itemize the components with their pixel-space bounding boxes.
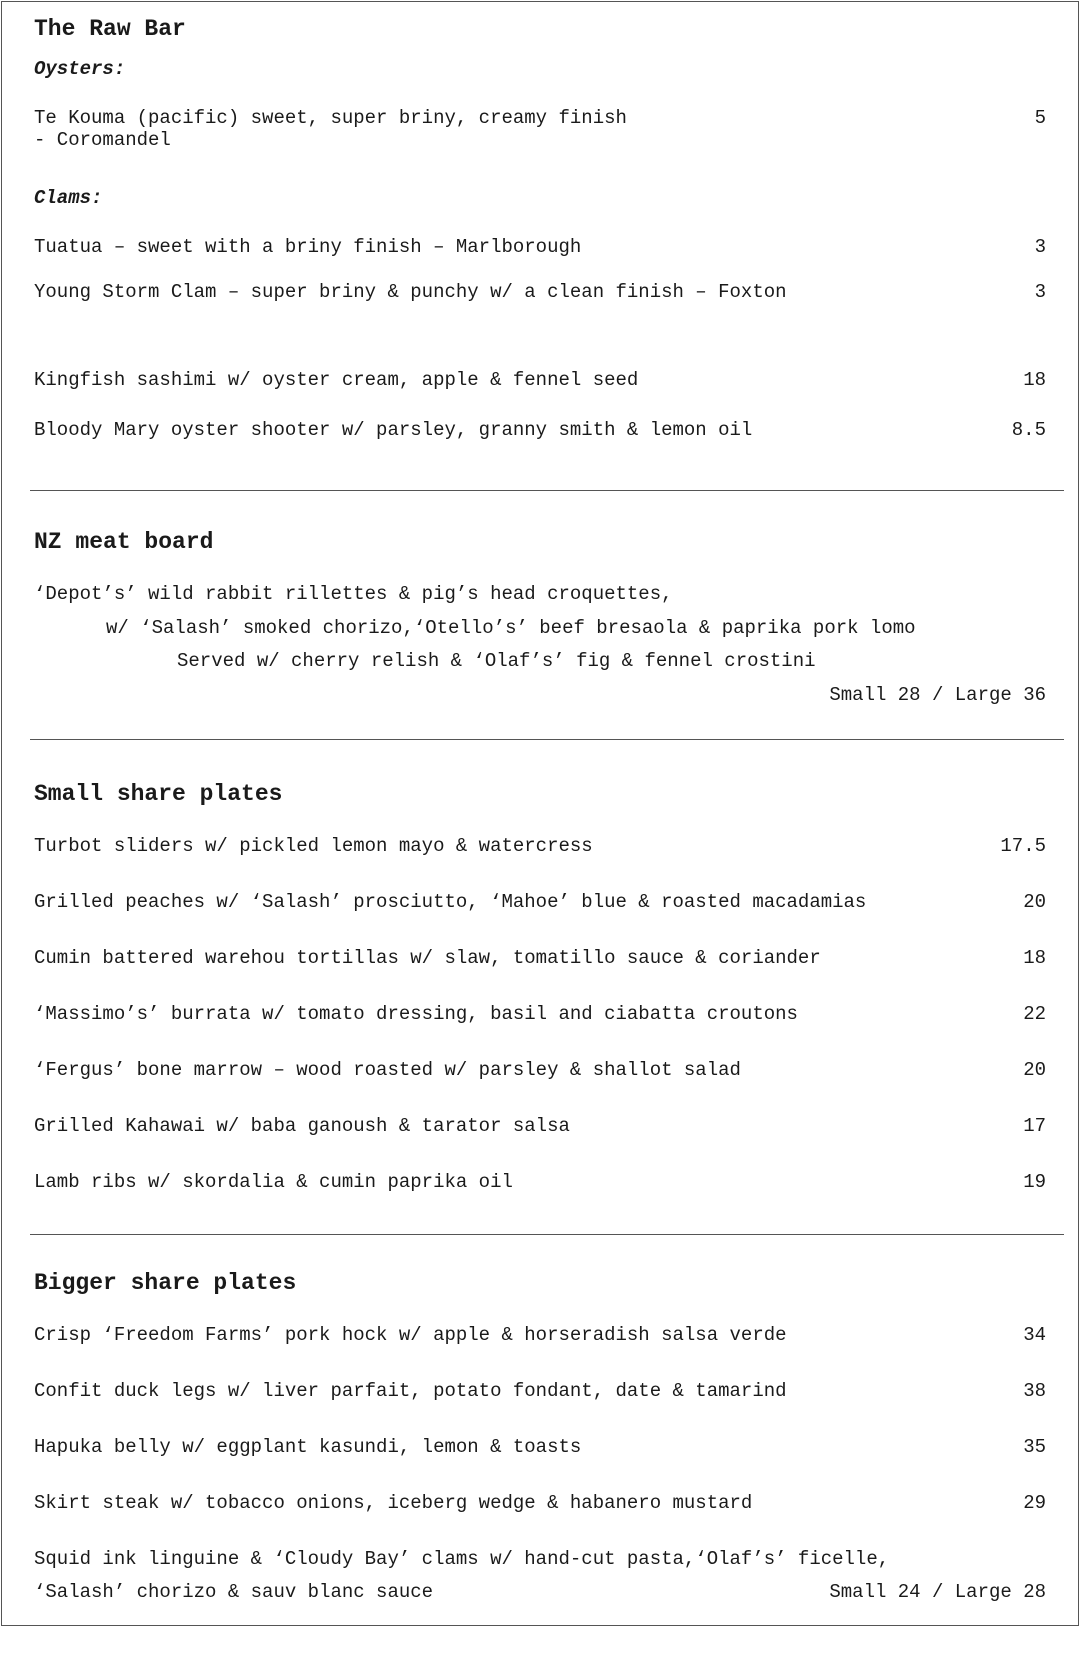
menu-item-name: Bloody Mary oyster shooter w/ parsley, granny smith & lemon oil — [34, 419, 753, 441]
menu-item-price: 18 — [1023, 369, 1046, 391]
menu-item — [34, 1171, 1046, 1259]
section-title-raw-bar: The Raw Bar — [34, 16, 186, 42]
menu-item-price: 19 — [1023, 1171, 1046, 1193]
menu-item-price: Small 28 / Large 36 — [829, 684, 1046, 706]
menu-item-price: 8.5 — [1011, 419, 1046, 441]
menu-item-price: 5 — [1034, 107, 1046, 129]
meat-board-description: w/ ‘Salash’ smoked chorizo,‘Otello’s’ beef bresaola & paprika pork lomo — [106, 617, 916, 639]
menu-item-price: 3 — [1034, 281, 1046, 303]
oysters-label: Oysters: — [34, 58, 126, 80]
section-title-meat-board: NZ meat board — [34, 529, 214, 555]
menu-item — [34, 419, 1046, 507]
menu-item-price: 3 — [1034, 236, 1046, 258]
menu-item-price: 22 — [1023, 1003, 1046, 1025]
menu-item-name: Confit duck legs w/ liver parfait, potato fondant, date & tamarind — [34, 1380, 787, 1402]
clams-label: Clams: — [34, 187, 103, 209]
menu-item-origin: - Coromandel — [34, 129, 171, 151]
menu-item-name: Crisp ‘Freedom Farms’ pork hock w/ apple & horseradish salsa verde — [34, 1324, 787, 1346]
meat-board-description: ‘Depot’s’ wild rabbit rillettes & pig’s head croquettes, — [34, 583, 673, 605]
menu-item-price: 20 — [1023, 1059, 1046, 1081]
menu-item-name: Young Storm Clam – super briny & punchy w/ a clean finish – Foxton — [34, 281, 787, 303]
menu-item-name: Grilled peaches w/ ‘Salash’ prosciutto, ‘Mahoe’ blue & roasted macadamias — [34, 891, 867, 913]
menu-item-name: Skirt steak w/ tobacco onions, iceberg wedge & habanero mustard — [34, 1492, 753, 1514]
menu-item-clam — [34, 281, 1046, 369]
menu-item-name: Grilled Kahawai w/ baba ganoush & tarator salsa — [34, 1115, 570, 1137]
section-divider — [30, 490, 1064, 491]
section-divider — [30, 739, 1064, 740]
menu-item-price: 34 — [1023, 1324, 1046, 1346]
section-title-small-plates: Small share plates — [34, 781, 283, 807]
menu-item-continued — [34, 1581, 1046, 1669]
menu-item-name: Tuatua – sweet with a briny finish – Marlborough — [34, 236, 582, 258]
menu-item-price: 38 — [1023, 1380, 1046, 1402]
menu-item-name-continued: ‘Salash’ chorizo & sauv blanc sauce — [34, 1581, 434, 1603]
menu-item-price: 29 — [1023, 1492, 1046, 1514]
menu-item-price: 17 — [1023, 1115, 1046, 1137]
section-divider — [30, 1234, 1064, 1235]
menu-item-name: Squid ink linguine & ‘Cloudy Bay’ clams w/ hand-cut pasta,‘Olaf’s’ ficelle, — [34, 1548, 890, 1570]
menu-item-name: Cumin battered warehou tortillas w/ slaw, tomatillo sauce & coriander — [34, 947, 821, 969]
menu-item-price: 17.5 — [1000, 835, 1046, 857]
menu-item-oyster-origin — [34, 129, 1046, 195]
menu-item-name: Hapuka belly w/ eggplant kasundi, lemon & toasts — [34, 1436, 582, 1458]
meat-board-price-row — [34, 684, 1046, 750]
menu-item-name: ‘Massimo’s’ burrata w/ tomato dressing, basil and ciabatta croutons — [34, 1003, 798, 1025]
menu-item-name: Lamb ribs w/ skordalia & cumin paprika oil — [34, 1171, 513, 1193]
section-title-bigger-plates: Bigger share plates — [34, 1270, 297, 1296]
menu-item-price: 35 — [1023, 1436, 1046, 1458]
menu-item-name: Kingfish sashimi w/ oyster cream, apple & fennel seed — [34, 369, 639, 391]
menu-item-price: 18 — [1023, 947, 1046, 969]
menu-item-price: 20 — [1023, 891, 1046, 913]
menu-item-price: Small 24 / Large 28 — [829, 1581, 1046, 1603]
menu-item-name: ‘Fergus’ bone marrow – wood roasted w/ parsley & shallot salad — [34, 1059, 741, 1081]
menu-item-name: Te Kouma (pacific) sweet, super briny, creamy finish — [34, 107, 627, 129]
menu-item-name: Turbot sliders w/ pickled lemon mayo & watercress — [34, 835, 593, 857]
meat-board-description: Served w/ cherry relish & ‘Olaf’s’ fig & fennel crostini — [177, 650, 816, 672]
